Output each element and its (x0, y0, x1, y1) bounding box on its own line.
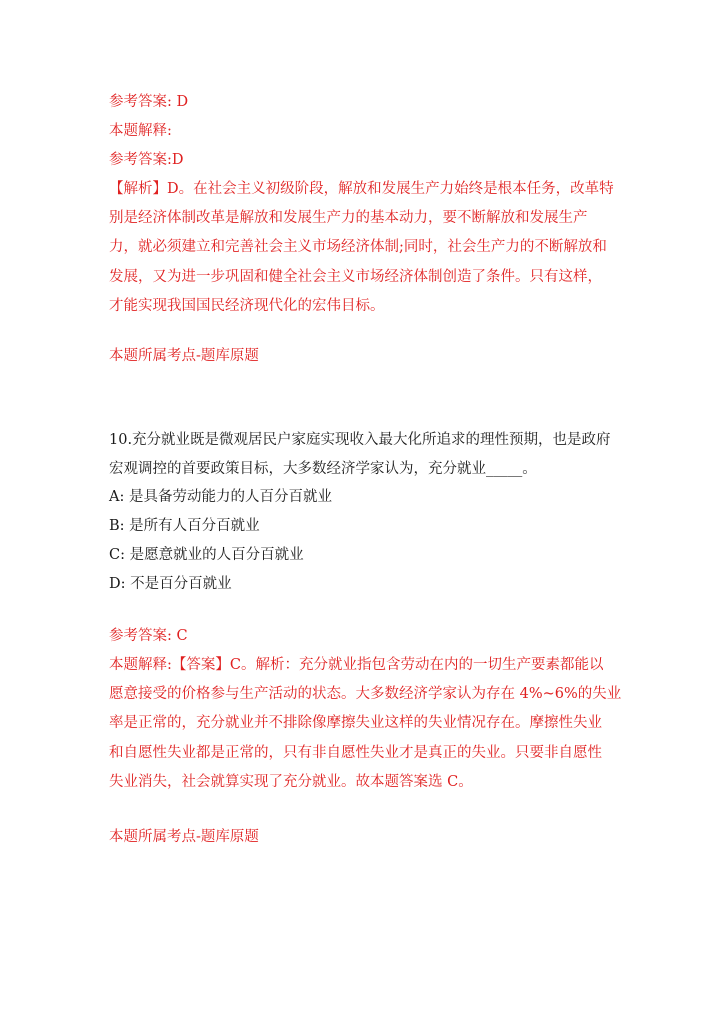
q9-answer-label: 参考答案: D (109, 94, 189, 110)
explanation-line: 率是正常的，充分就业并不排除像摩擦失业这样的失业情况存在。摩擦性失业 (109, 715, 602, 732)
q10-stem (109, 426, 614, 484)
q9-explanation (109, 175, 614, 321)
explanation-line: 和自愿性失业都是正常的，只有非自愿性失业才是真正的失业。只要非自愿性 (109, 744, 602, 761)
explanation-line: 发展，又为进一步巩固和健全社会主义市场经济体制创造了条件。只有这样， (109, 268, 602, 285)
q10-option-c: C: 是愿意就业的人百分百就业 (109, 547, 304, 563)
q10-source: 本题所属考点-题库原题 (109, 829, 259, 845)
q9-explanation-label: 本题解释: (109, 123, 172, 139)
q10-explanation (109, 651, 622, 797)
q10-option-b: B: 是所有人百分百就业 (109, 518, 260, 534)
q9-source: 本题所属考点-题库原题 (109, 348, 259, 364)
q10-option-a: A: 是具备劳动能力的人百分百就业 (109, 489, 332, 505)
explanation-line: 【解析】D。在社会主义初级阶段，解放和发展生产力始终是根本任务，改革特 (109, 181, 614, 197)
explanation-line: 本题解释:【答案】C。解析：充分就业指包含劳动在内的一切生产要素都能以 (109, 657, 604, 673)
q9-answer-label-2: 参考答案:D (109, 152, 184, 168)
stem-line: 10.充分就业既是微观居民户家庭实现收入最大化所追求的理性预期，也是政府 (109, 432, 611, 448)
explanation-line: 才能实现我国国民经济现代化的宏伟目标。 (109, 297, 385, 314)
q10-answer-label: 参考答案: C (109, 628, 188, 644)
explanation-line: 愿意接受的价格参与生产活动的状态。大多数经济学家认为存在 4%~6%的失业 (109, 686, 622, 703)
explanation-line: 别是经济体制改革是解放和发展生产力的基本动力，要不断解放和发展生产 (109, 210, 588, 227)
stem-line: 宏观调控的首要政策目标，大多数经济学家认为，充分就业_____。 (109, 461, 537, 478)
explanation-line: 失业消失，社会就算实现了充分就业。故本题答案选 C。 (109, 773, 473, 790)
q10-option-d: D: 不是百分百就业 (109, 576, 232, 592)
explanation-line: 力，就必须建立和完善社会主义市场经济体制;同时，社会生产力的不断解放和 (109, 239, 607, 256)
